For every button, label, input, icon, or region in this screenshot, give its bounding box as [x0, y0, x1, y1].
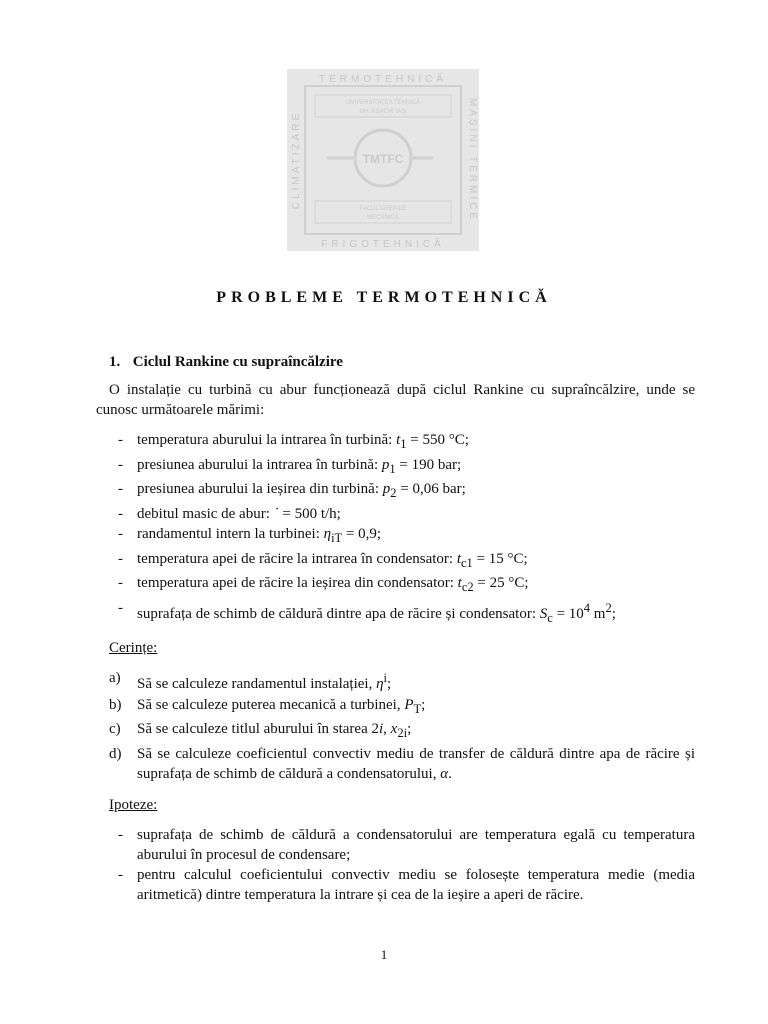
requirement-end: ;: [421, 696, 426, 713]
given-item: [109, 455, 695, 480]
given-text: temperatura apei de răcire la ieșirea din condensator:: [137, 575, 458, 591]
requirement-superscript: i: [383, 671, 387, 685]
requirement-symbol: i: [379, 721, 384, 737]
logo-inner-bottom2: MECANICĂ: [367, 215, 399, 221]
requirement-text: Să se calculeze titlul aburului în starea 2: [137, 721, 379, 737]
hypothesis-item: - pentru calculul coeficientului convectiv mediu se folosește temperatura medie (media aritmetică) dintre temperatura la intrare și cea de la ieșire a aperi de răcire.: [109, 865, 695, 905]
requirement-end: ;: [407, 721, 412, 737]
requirement-text: Să se calculeze puterea mecanică a turbinei,: [137, 696, 405, 713]
section-number: 1.: [109, 354, 121, 370]
given-item: [109, 479, 695, 504]
given-symbol: p: [382, 481, 391, 497]
section-heading: [109, 352, 695, 372]
given-symbol: t: [456, 550, 461, 567]
given-text: randamentul intern la turbinei:: [137, 526, 324, 542]
given-item: [109, 549, 695, 574]
given-value: = 0,06 bar;: [396, 481, 466, 497]
given-value: = 10: [552, 605, 584, 622]
logo-top-text: TERMOTEHNICĂ: [319, 74, 447, 85]
given-subscript: c: [547, 610, 553, 625]
requirement-item: [109, 719, 695, 744]
logo-inner-bottom: FACULTATEA DE: [359, 206, 407, 212]
given-unit: m: [590, 605, 606, 622]
givens-list: [109, 430, 695, 628]
problem-content: [96, 352, 695, 905]
given-value: = 25 °C;: [473, 575, 529, 591]
given-item: [109, 430, 695, 455]
requirement-item: [109, 668, 695, 695]
given-item: [109, 524, 695, 549]
given-item: [109, 598, 695, 629]
given-exponent: 4: [583, 600, 591, 615]
given-unit-exponent: 2: [605, 600, 612, 615]
given-value: = 15 °C;: [472, 550, 528, 567]
requirement-separator: ,: [383, 721, 391, 737]
requirement-symbol: α: [440, 766, 449, 782]
requirement-letter: a): [109, 670, 121, 686]
requirements-heading: Cerințe:: [109, 640, 158, 656]
given-text: presiunea aburului la intrarea în turbină:: [137, 456, 382, 473]
given-text: presiunea aburului la ieșirea din turbină:: [137, 481, 383, 497]
given-subscript: iT: [331, 531, 343, 545]
requirement-text: Să se calculeze coeficientul convectiv mediu de transfer de căldură dintre apa de răcire și suprafața de schimb de căldură a condensatorului,: [137, 745, 695, 782]
requirement-letter: c): [109, 721, 121, 737]
intro-line-2: cunosc următoarele mărimi:: [96, 402, 265, 418]
requirement-subscript-2: 2i: [397, 726, 408, 740]
section-title: Ciclul Rankine cu supraîncălzire: [132, 354, 343, 370]
hypotheses-heading: Ipoteze:: [109, 796, 158, 813]
given-text: temperatura apei de răcire la intrarea în condensator:: [137, 550, 457, 567]
requirement-end: .: [448, 766, 452, 782]
given-subscript: 1: [400, 437, 407, 451]
requirement-subscript: T: [413, 701, 422, 716]
given-symbol: t: [457, 575, 462, 591]
university-logo: [287, 69, 479, 251]
given-value: = 0,9;: [342, 526, 382, 542]
given-symbol: η: [323, 526, 332, 542]
requirement-letter: b): [109, 696, 122, 713]
requirement-symbol: η: [376, 676, 384, 692]
document-title: PROBLEME TERMOTEHNICĂ: [216, 289, 552, 306]
requirement-text: Să se calculeze randamentul instalației,: [137, 676, 377, 692]
requirements-list: [109, 668, 695, 785]
logo-bottom-text: FRIGOTEHNICĂ: [321, 239, 445, 250]
logo-graphic: [287, 69, 479, 251]
logo-inner-top2: GH. ASACHI IAȘI: [359, 109, 407, 115]
given-symbol: ˙: [273, 505, 279, 522]
given-text: debitul masic de abur:: [137, 505, 274, 522]
intro-line-1: O instalație cu turbină cu abur funcționează după ciclul Rankine cu supraîncălzire, unde se: [109, 382, 695, 398]
given-symbol: t: [396, 432, 401, 448]
logo-inner-top: UNIVERSITATEA TEHNICĂ: [345, 100, 421, 106]
requirement-item: [109, 744, 695, 785]
logo-left-text: CLIMATIZARE: [291, 110, 302, 210]
requirement-symbol-2: x: [390, 721, 398, 737]
given-item: [109, 573, 695, 598]
page-number: 1: [380, 947, 388, 962]
intro-paragraph: [96, 380, 695, 420]
given-end: ;: [611, 605, 616, 622]
hypotheses-list: [109, 825, 695, 905]
given-value: = 500 t/h;: [278, 505, 341, 522]
logo-right-text: MAȘINI TERMICE: [467, 97, 478, 223]
given-item: [109, 504, 695, 525]
given-subscript: c1: [461, 555, 473, 570]
given-text: temperatura aburului la intrarea în turbină:: [137, 432, 397, 448]
given-value: = 550 °C;: [406, 432, 469, 448]
given-subscript: 2: [390, 486, 397, 500]
requirement-end: ;: [387, 676, 392, 692]
requirement-symbol: P: [404, 696, 414, 713]
given-symbol: S: [539, 605, 548, 622]
requirement-item: [109, 695, 695, 720]
given-value: = 190 bar;: [395, 456, 462, 473]
given-symbol: p: [381, 456, 390, 473]
logo-monogram: TMTFC: [362, 152, 404, 166]
given-text: suprafața de schimb de căldură dintre apa de răcire și condensator:: [137, 605, 540, 622]
hypothesis-item: - suprafața de schimb de căldură a condensatorului are temperatura egală cu temperatura aburului în procesul de condensare;: [109, 825, 695, 865]
given-subscript: 1: [389, 461, 396, 476]
given-subscript: c2: [461, 580, 474, 594]
requirement-letter: d): [109, 745, 122, 762]
